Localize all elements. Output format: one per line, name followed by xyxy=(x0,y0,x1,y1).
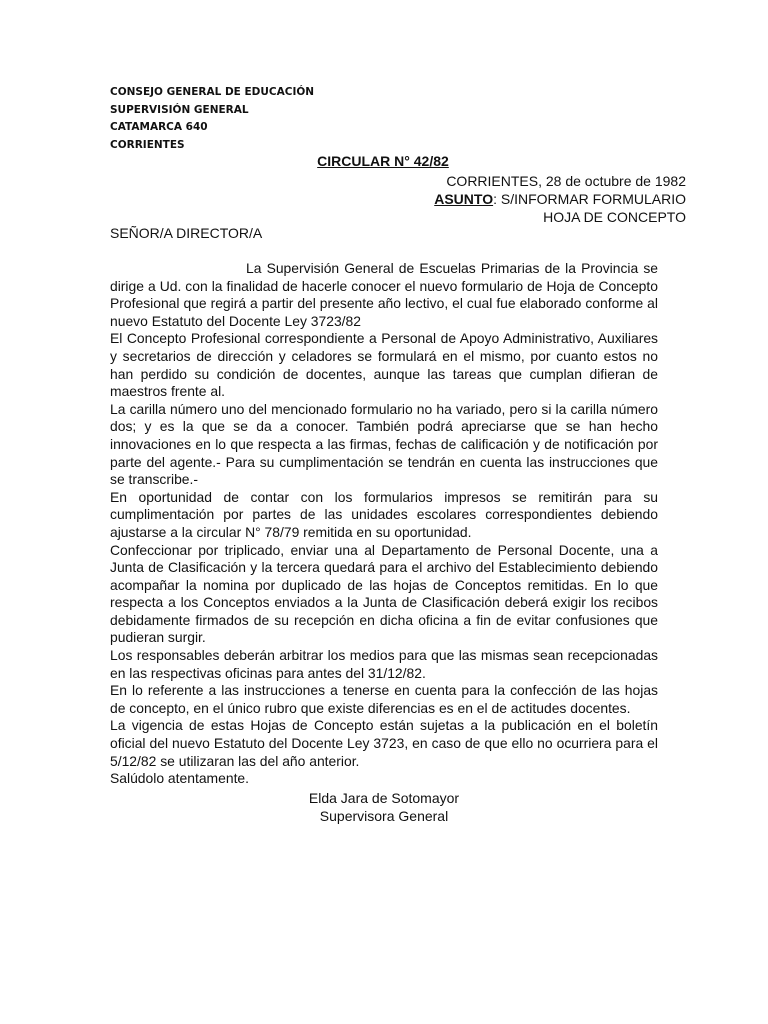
place-date: CORRIENTES, 28 de octubre de 1982 xyxy=(446,173,686,189)
circular-title-row xyxy=(0,153,768,169)
closing: Salúdolo atentamente. xyxy=(110,770,250,787)
signature-block xyxy=(0,789,768,825)
paragraph: La carilla número uno del mencionado formulario no ha variado, pero si la carilla número dos; y es la que se da a conocer. También podrá apreciarse que se han hecho innovaciones en lo que respecta a las firmas, fechas de calificación y de notificación por parte del agente.- Para su cumplimentación se tendrán en cuenta las instrucciones que se transcribe.- xyxy=(110,400,658,488)
subject-line xyxy=(434,190,686,208)
letter-body xyxy=(110,260,658,788)
subject-label: ASUNTO xyxy=(434,191,494,207)
signer-name: Elda Jara de Sotomayor xyxy=(308,790,460,806)
paragraph: Confeccionar por triplicado, enviar una al Departamento de Personal Docente, una a Junta de Clasificación y la tercera quedará para el archivo del Establecimiento debiendo acompañar la nomina por duplicado de las hojas de Conceptos remitidas. En lo que respecta a los Conceptos enviados a la Junta de Clasificación deberá exigir los recibos debidamente firmados de su recepción en dicha oficina a fin de evitar confusiones que pudieran surgir. xyxy=(110,541,658,646)
paragraph: La vigencia de estas Hojas de Concepto están sujetas a la publicación en el boletín oficial del nuevo Estatuto del Docente Ley 3723, en caso de que ello no ocurriera para el 5/12/82 se utilizaran las del año anterior. xyxy=(110,717,658,769)
letterhead-line: SUPERVISIÓN GENERAL xyxy=(110,103,249,116)
circular-title: CIRCULAR N° 42/82 xyxy=(317,153,449,169)
letterhead-line: CATAMARCA 640 xyxy=(110,121,208,133)
paragraph: En lo referente a las instrucciones a tenerse en cuenta para la confección de las hojas de concepto, en el único rubro que existe diferencias es en el de actitudes docentes. xyxy=(110,682,658,716)
paragraph: El Concepto Profesional correspondiente a Personal de Apoyo Administrativo, Auxiliares y secretarios de dirección y celadores se formulará en el mismo, por cuanto estos no han perdido su condición de docentes, aunque las tareas que cumplan difieran de maestros frente al. xyxy=(110,330,658,400)
paragraph: En oportunidad de contar con los formularios impresos se remitirán para su cumplimentación por partes de las unidades escolares correspondientes debiendo ajustarse a la circular N° 78/79 remitida en su oportunidad. xyxy=(110,488,658,540)
letterhead-line: CONSEJO GENERAL DE EDUCACIÓN xyxy=(110,86,315,98)
letterhead-line: CORRIENTES xyxy=(110,138,185,151)
signer-title: Supervisora General xyxy=(319,808,449,824)
letterhead xyxy=(110,84,314,154)
date-subject-block xyxy=(434,172,686,226)
paragraph: Los responsables deberán arbitrar los medios para que las mismas sean recepcionadas en las respectivas oficinas para antes del 31/12/82. xyxy=(110,647,658,681)
salutation: SEÑOR/A DIRECTOR/A xyxy=(110,225,263,241)
paragraph: La Supervisión General de Escuelas Primarias de la Provincia se dirige a Ud. con la finalidad de hacerle conocer el nuevo formulario de Hoja de Concepto Profesional que regirá a partir del presente año lectivo, el cual fue elaborado conforme al nuevo Estatuto del Docente Ley 3723/82 xyxy=(110,260,658,329)
subject-text: : S/INFORMAR FORMULARIO xyxy=(493,191,686,207)
subject-text-2: HOJA DE CONCEPTO xyxy=(543,209,686,225)
